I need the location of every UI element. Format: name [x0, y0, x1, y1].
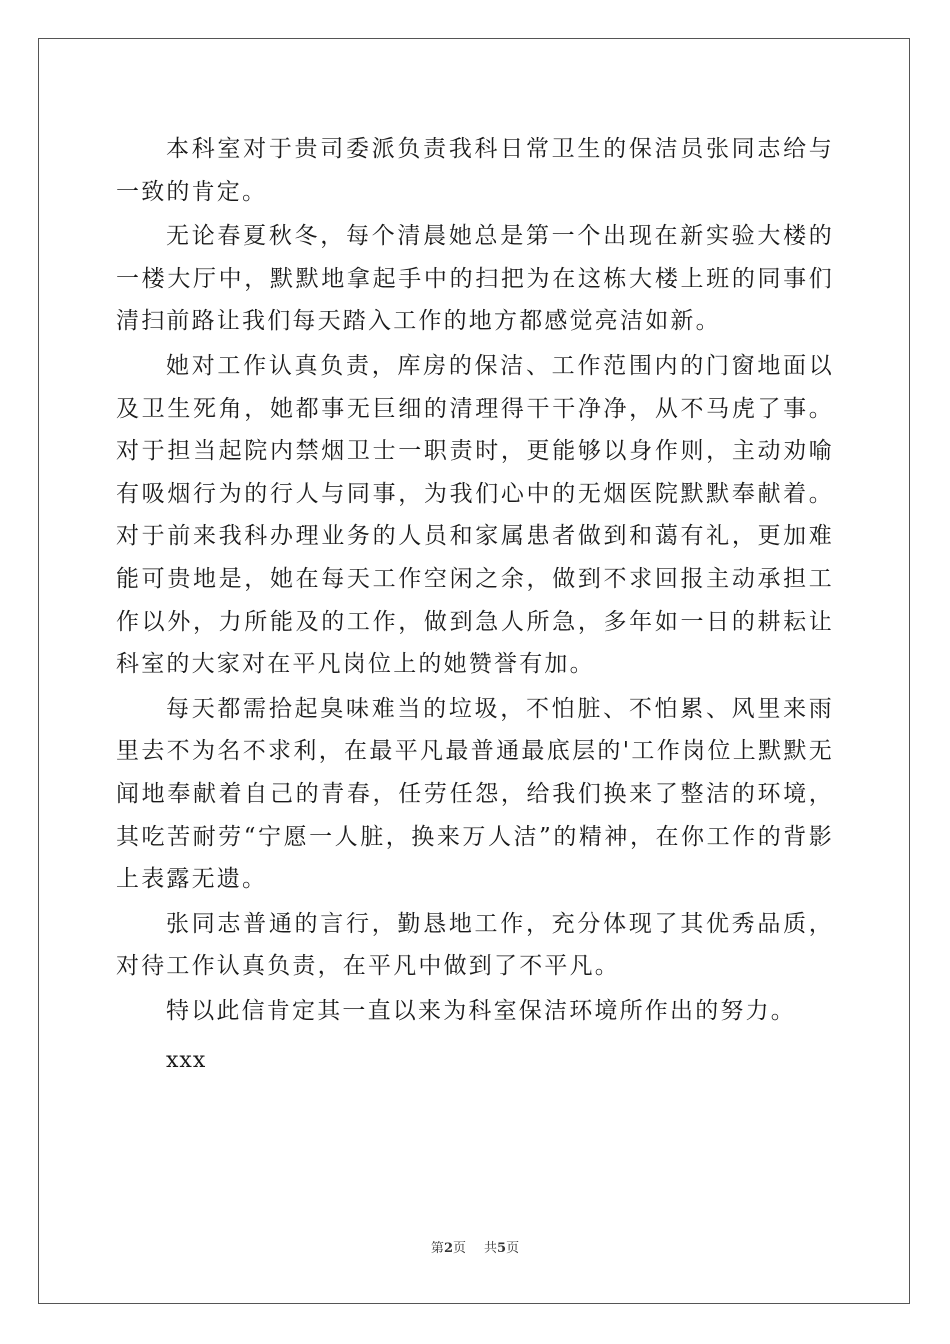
document-body: [116, 128, 834, 1082]
paragraph-5: 张同志普通的言行，勤恳地工作，充分体现了其优秀品质，对待工作认真负责，在平凡中做到了不平凡。: [116, 910, 834, 980]
paragraph-4: 每天都需拾起臭味难当的垃圾，不怕脏、不怕累、风里来雨里去不为名不求利，在最平凡最普通最底层的'工作岗位上默默无闻地奉献着自己的青春，任劳任怨，给我们换来了整洁的环境，其吃苦耐劳“宁愿一人脏，换来万人洁”的精神，在你工作的背影上表露无遗。: [116, 695, 834, 893]
paragraph-2: 无论春夏秋冬，每个清晨她总是第一个出现在新实验大楼的一楼大厅中，默默地拿起手中的扫把为在这栋大楼上班的同事们清扫前路让我们每天踏入工作的地方都感觉亮洁如新。: [116, 223, 834, 335]
page-footer: [0, 1237, 950, 1256]
page-suffix: 页: [452, 1241, 466, 1256]
signature: xxx: [166, 1048, 207, 1074]
total-suffix: 页: [506, 1241, 520, 1256]
total-pages: 5: [497, 1241, 507, 1256]
page-number: 2: [443, 1241, 453, 1256]
paragraph-6: 特以此信肯定其一直以来为科室保洁环境所作出的努力。: [166, 997, 796, 1024]
paragraph-1: 本科室对于贵司委派负责我科日常卫生的保洁员张同志给与一致的肯定。: [116, 136, 834, 205]
page-prefix: 第: [430, 1241, 444, 1256]
total-prefix: 共: [484, 1241, 498, 1256]
paragraph-3: 她对工作认真负责，库房的保洁、工作范围内的门窗地面以及卫生死角，她都事无巨细的清理得干干净净，从不马虎了事。对于担当起院内禁烟卫士一职责时，更能够以身作则，主动劝喻有吸烟行为的行人与同事，为我们心中的无烟医院默默奉献着。对于前来我科办理业务的人员和家属患者做到和蔼有礼，更加难能可贵地是，她在每天工作空闲之余，做到不求回报主动承担工作以外，力所能及的工作，做到急人所急，多年如一日的耕耘让科室的大家对在平凡岗位上的她赞誉有加。: [116, 352, 834, 678]
